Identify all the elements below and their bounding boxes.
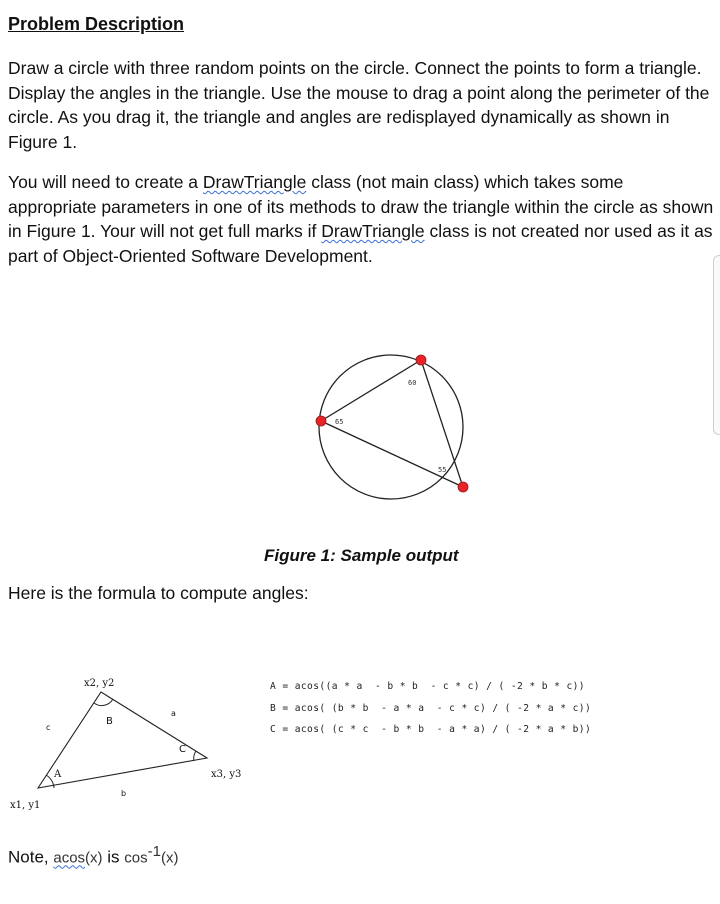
formula-angle-c: C = acos( (c * c - b * b - a * a) / ( -2 * a * b)) bbox=[270, 724, 592, 735]
label-side-b: b bbox=[121, 789, 127, 798]
intro-paragraph: Draw a circle with three random points on the circle. Connect the points to form a triangle. Display the angles in the triangle. Use the mouse to drag a point along the perimeter of the circle. As you drag it, the triangle and angles are redisplayed dynamically as shown in Figure 1. bbox=[8, 58, 710, 152]
formula-angle-b: B = acos( (b * b - a * a - c * c) / ( -2 * a * c)) bbox=[270, 702, 592, 714]
note-acos-func: acos bbox=[53, 849, 86, 867]
label-side-a: a bbox=[171, 709, 176, 718]
note-prefix: Note, bbox=[8, 847, 54, 867]
label-x2-y2: x2, y2 bbox=[84, 678, 115, 689]
figure1-angle-top: 60 bbox=[408, 379, 417, 387]
figure1-angle-left: 65 bbox=[335, 418, 344, 426]
formula-angle-a: A = acos((a * a - b * b - c * c) / ( -2 * b * c)) bbox=[270, 681, 585, 692]
p2-part2: class (not main class) which takes some appropriate parameters in one of its methods to draw the triangle within the circle as shown in Figure 1. Your will not get full marks if bbox=[8, 172, 714, 241]
figure1-sample-output bbox=[316, 355, 468, 499]
problem-heading: Problem Description bbox=[8, 14, 185, 34]
label-x1-y1: x1, y1 bbox=[10, 800, 41, 811]
label-angle-b: B bbox=[106, 716, 113, 727]
label-angle-a: A bbox=[54, 769, 62, 780]
diagram-triangle bbox=[38, 692, 207, 788]
figure1-point-top[interactable] bbox=[416, 355, 426, 365]
note-acos-arg: (x) bbox=[85, 849, 103, 867]
label-angle-c: C bbox=[179, 744, 186, 755]
note-cos: cos bbox=[124, 849, 148, 867]
note-cos-arg: (x) bbox=[160, 849, 179, 867]
note-inverse-sup: -1 bbox=[147, 843, 161, 860]
class-name-drawtriangle-2: DrawTriangle bbox=[321, 221, 425, 241]
angle-formula-diagram bbox=[10, 678, 241, 811]
figure1-caption: Figure 1: Sample output bbox=[264, 546, 459, 565]
angle-arc-b bbox=[94, 699, 113, 706]
class-name-drawtriangle: DrawTriangle bbox=[202, 172, 307, 192]
formula-intro: Here is the formula to compute angles: bbox=[8, 583, 309, 603]
label-side-c: c bbox=[46, 723, 51, 732]
figure1-point-right[interactable] bbox=[458, 482, 468, 492]
angle-formulas bbox=[270, 681, 591, 746]
label-x3-y3: x3, y3 bbox=[211, 769, 242, 780]
figure1-angle-right: 55 bbox=[438, 466, 447, 474]
acos-note bbox=[8, 843, 178, 868]
p2-part3: class is not created nor used as it as part of Object-Oriented Software Development. bbox=[8, 221, 713, 266]
p2-part1: You will need to create a bbox=[8, 172, 203, 192]
note-is: is bbox=[102, 847, 125, 867]
figure1-point-left[interactable] bbox=[316, 416, 326, 426]
